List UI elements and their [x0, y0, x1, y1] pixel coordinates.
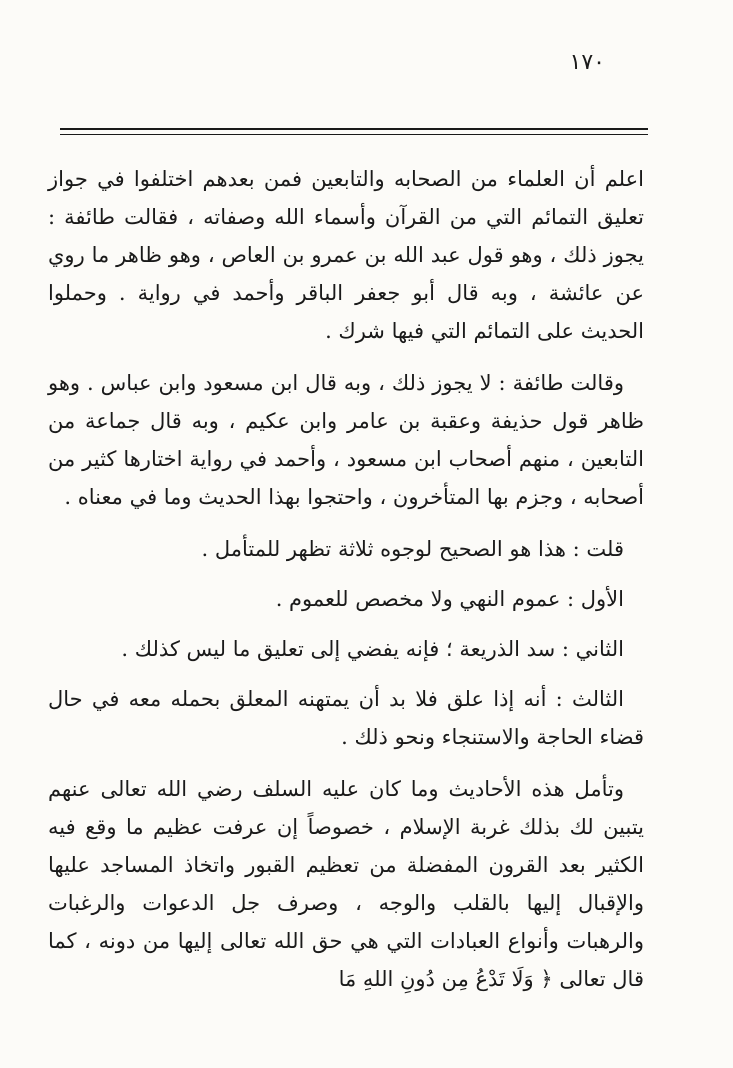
paragraph-4: الأول : عموم النهي ولا مخصص للعموم . — [275, 587, 624, 611]
header-rule-thin — [60, 134, 648, 135]
paragraph-6: الثالث : أنه إذا علق فلا بد أن يمتهنه المعلق بحمله معه في حال قضاء الحاجة والاستنجاء ونحو ذلك . — [48, 687, 644, 749]
paragraph-7: وتأمل هذه الأحاديث وما كان عليه السلف رضي الله تعالى عنهم يتبين لك بذلك غربة الإسلام ، خصوصاً إن عرفت عظيم ما وقع فيه الكثير بعد القرون المفضلة من تعظيم القبور واتخاذ المساجد عليها والإقبال إليها بالقلب والوجه ، وصرف جل الدعوات والرغبات والرهبات وأنواع العبادات التي هي حق الله تعالى إليها من دونه ، كما قال تعالى ﴿ وَلَا تَدْعُ مِن دُونِ اللهِ مَا — [48, 777, 644, 991]
header-rule-thick — [60, 128, 648, 130]
paragraph-2: وقالت طائفة : لا يجوز ذلك ، وبه قال ابن مسعود وابن عباس . وهو ظاهر قول حذيفة وعقبة بن عامر وابن عكيم ، وبه قال جماعة من التابعين ، منهم أصحاب ابن مسعود ، وأحمد في رواية اختارها كثير من أصحابه ، وجزم بها المتأخرون ، واحتجوا بهذا الحديث وما في معناه . — [48, 371, 644, 509]
paragraph-5: الثاني : سد الذريعة ؛ فإنه يفضي إلى تعليق ما ليس كذلك . — [121, 637, 624, 661]
page-body — [48, 160, 644, 1012]
paragraph-3: قلت : هذا هو الصحيح لوجوه ثلاثة تظهر للمتأمل . — [201, 537, 624, 561]
page-number: ١٧٠ — [569, 50, 605, 75]
paragraph-1: اعلم أن العلماء من الصحابه والتابعين فمن بعدهم اختلفوا في جواز تعليق التمائم التي من القرآن وأسماء الله وصفاته ، فقالت طائفة : يجوز ذلك ، وهو قول عبد الله بن عمرو بن العاص ، وهو ظاهر ما روي عن عائشة ، وبه قال أبو جعفر الباقر وأحمد في رواية . وحملوا الحديث على التمائم التي فيها شرك . — [48, 167, 644, 343]
